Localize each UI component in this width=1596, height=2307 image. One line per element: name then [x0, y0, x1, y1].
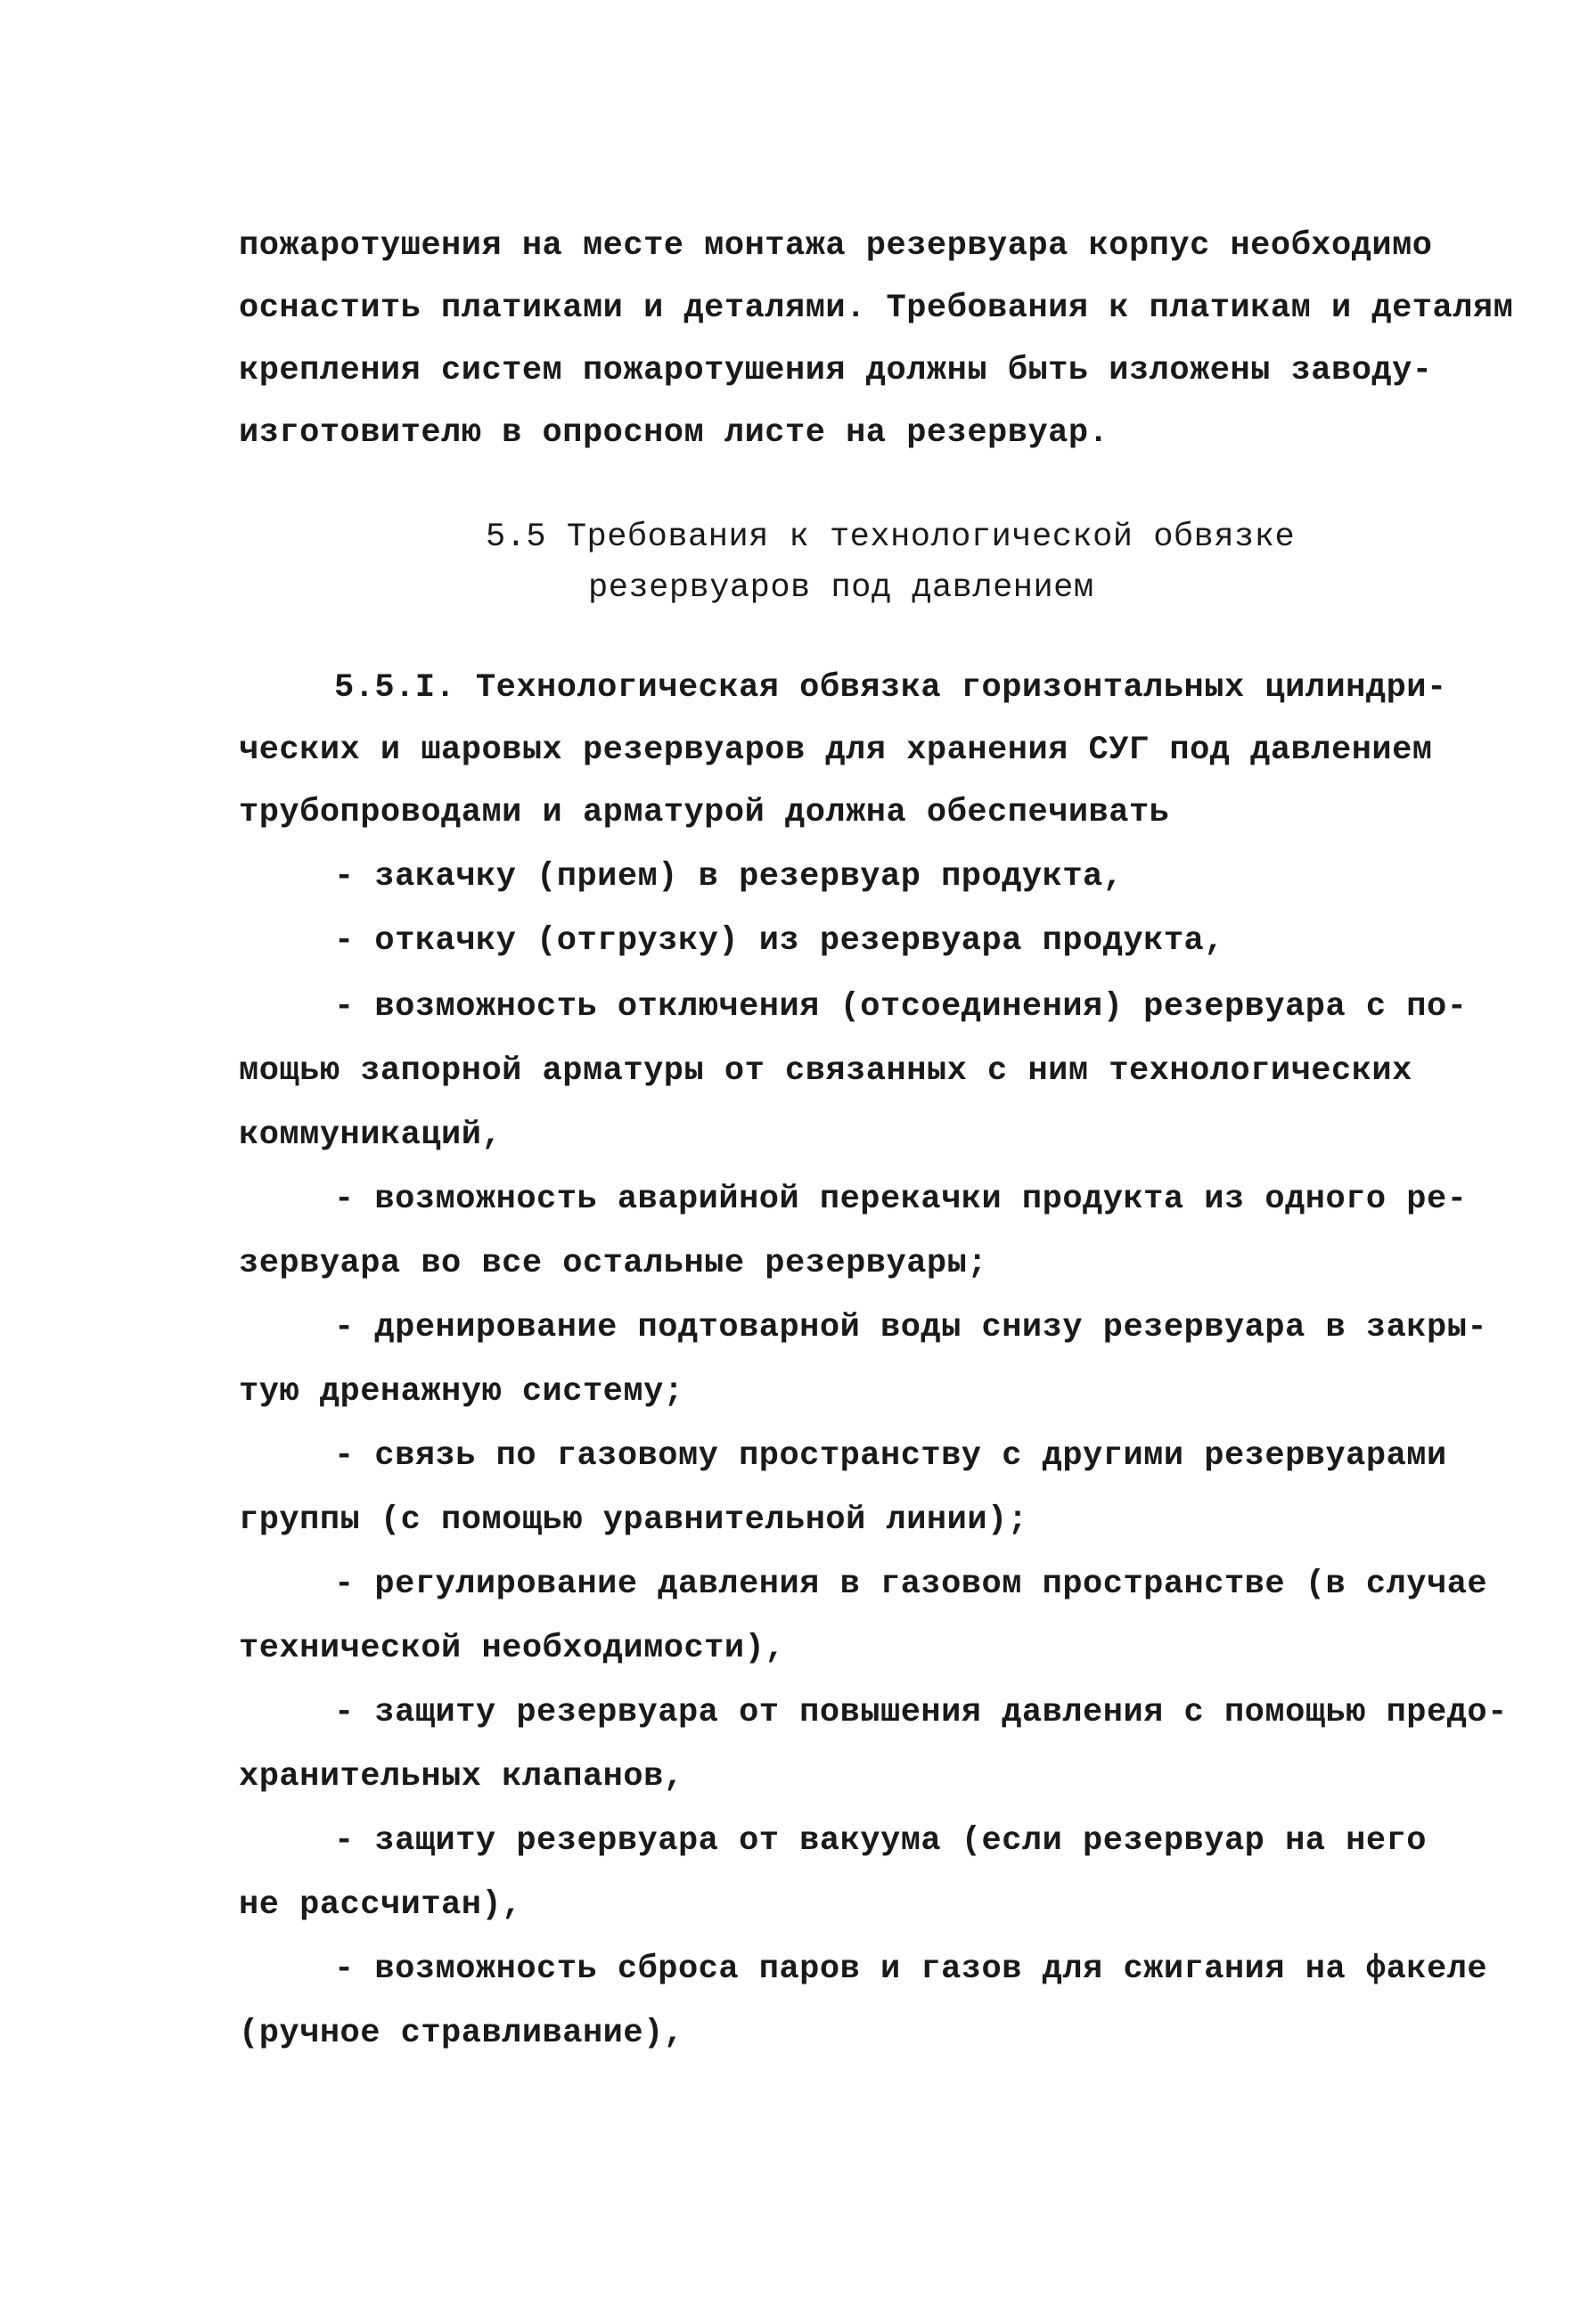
text-line: - защиту резервуара от повышения давления с помощью предо- [334, 1694, 1508, 1731]
text-line: зервуара во все остальные резервуары; [239, 1245, 988, 1282]
text-line: - возможность аварийной перекачки продукта из одного ре- [334, 1181, 1468, 1218]
text-line: технической необходимости), [239, 1630, 785, 1667]
text-line: 5.5.I. Технологическая обвязка горизонтальных цилиндри- [334, 669, 1447, 707]
text-line: крепления систем пожаротушения должны быть изложены заводу- [239, 352, 1433, 389]
text-line: - возможность отключения (отсоединения) резервуара с по- [334, 988, 1468, 1026]
text-line: - откачку (отгрузку) из резервуара продукта, [334, 922, 1224, 960]
text-line: - возможность сброса паров и газов для сжигания на факеле [334, 1951, 1488, 1988]
text-line: - связь по газовому пространству с другими резервуарами [334, 1437, 1447, 1475]
text-line: оснастить платиками и деталями. Требования к платикам и деталям [239, 290, 1514, 327]
section-heading-line: 5.5 Требования к технологической обвязке [486, 519, 1296, 556]
text-line: группы (с помощью уравнительной линии); [239, 1501, 1028, 1539]
text-line: тую дренажную систему; [239, 1373, 684, 1411]
text-line: мощью запорной арматуры от связанных с ним технологических [239, 1052, 1412, 1090]
text-line: трубопроводами и арматурой должна обеспечивать [239, 794, 1170, 831]
text-line: изготовителю в опросном листе на резервуар. [239, 414, 1109, 452]
text-line: коммуникаций, [239, 1117, 503, 1154]
text-line: (ручное стравливание), [239, 2015, 684, 2052]
section-heading-line: резервуаров под давлением [588, 569, 1094, 607]
text-line: ческих и шаровых резервуаров для хранения СУГ под давлением [239, 732, 1433, 769]
text-line: пожаротушения на месте монтажа резервуара корпус необходимо [239, 227, 1433, 265]
text-line: - регулирование давления в газовом пространстве (в случае [334, 1566, 1488, 1603]
text-line: - дренирование подтоварной воды снизу резервуара в закры- [334, 1309, 1488, 1346]
text-line: хранительных клапанов, [239, 1758, 684, 1796]
text-line: не рассчитан), [239, 1886, 522, 1924]
text-line: - закачку (прием) в резервуар продукта, [334, 858, 1124, 896]
text-line: - защиту резервуара от вакуума (если резервуар на него [334, 1822, 1427, 1860]
